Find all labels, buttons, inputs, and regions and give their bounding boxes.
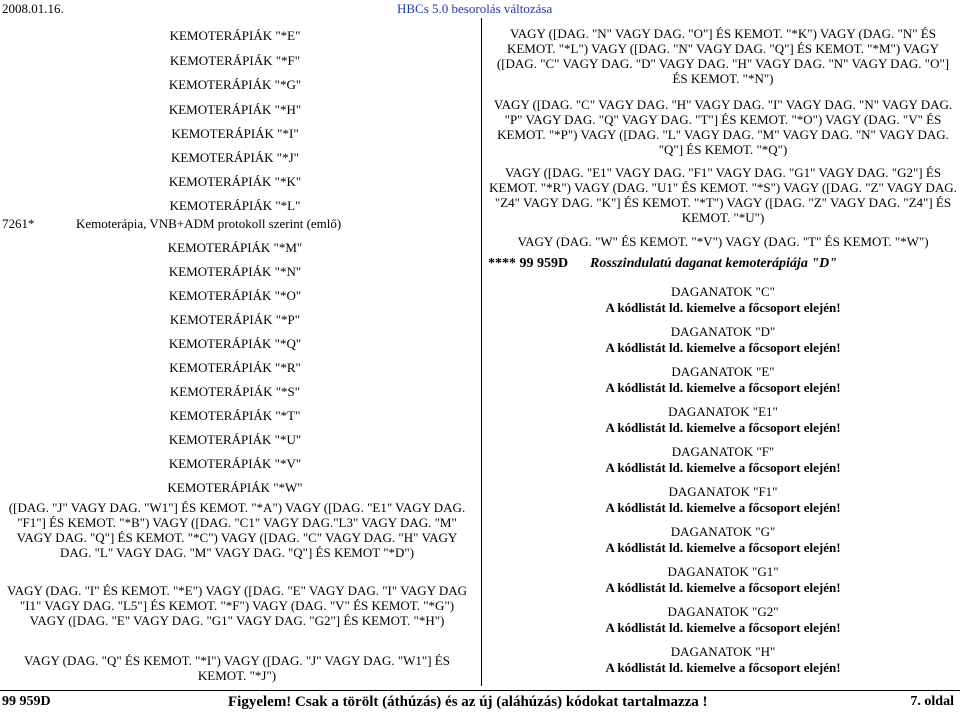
kemo-item-j: KEMOTERÁPIÁK "*J": [171, 150, 299, 165]
daganat-note: A kódlistát ld. kiemelve a főcsoport elején!: [605, 340, 841, 355]
daganat-block-g1: [488, 564, 958, 596]
footer-code: 99 959D: [2, 694, 51, 709]
kemo-item-e: KEMOTERÁPIÁK "*E": [169, 28, 301, 43]
kemo-item-h: KEMOTERÁPIÁK "*H": [168, 102, 302, 117]
right-condition-para-1: VAGY ([DAG. "N" VAGY DAG. "O"] ÉS KEMOT. "*K") VAGY (DAG. "N" ÉS KEMOT. "*L") VAGY ([DAG. "N" VAGY DAG. "Q"] ÉS KEMOT. "*M") VAGY ([DAG. "C" VAGY DAG. "D" VAGY DAG. "H" VAGY DAG. "N" VAGY DAG. "O"] ÉS KEMOT. "*N"): [496, 26, 950, 86]
kemo-item-v: KEMOTERÁPIÁK "*V": [168, 456, 302, 471]
left-condition-para-2: VAGY (DAG. "I" ÉS KEMOT. "*E") VAGY ([DAG. "E" VAGY DAG. "I" VAGY DAG "I1" VAGY DAG. "L5"] ÉS KEMOT. "*F") VAGY (DAG. "V" ÉS KEMOT. "*G") VAGY ([DAG. "E" VAGY DAG. "G1" VAGY DAG. "G2"] ÉS KEMOT. "*H"): [6, 583, 467, 628]
column-divider: [481, 18, 482, 686]
section-heading: [488, 256, 837, 272]
code-7261: 7261*: [2, 216, 35, 231]
code-row-7261: [2, 216, 341, 232]
section-title: Rosszindulatú daganat kemoterápiája "D": [590, 256, 837, 271]
kemo-item-p: KEMOTERÁPIÁK "*P": [169, 312, 301, 327]
daganat-name: DAGANATOK "H": [670, 644, 776, 659]
daganat-block-h: [488, 644, 958, 676]
kemo-item-t: KEMOTERÁPIÁK "*T": [169, 408, 301, 423]
right-condition-para-3: VAGY ([DAG. "E1" VAGY DAG. "F1" VAGY DAG. "G1" VAGY DAG. "G2"] ÉS KEMOT. "*R") VAGY (DAG. "U1" ÉS KEMOT. "*S") VAGY ([DAG. "Z" VAGY DAG. "Z4" VAGY DAG. "K"] ÉS KEMOT. "*T") VAGY ([DAG. "Z" VAGY DAG. "Z4"] ÉS KEMOT. "*U"): [489, 165, 957, 225]
daganat-note: A kódlistát ld. kiemelve a főcsoport elején!: [605, 540, 841, 555]
footer-warning: Figyelem! Csak a törölt (áthúzás) és az új (aláhúzás) kódokat tartalmazza !: [228, 694, 708, 710]
kemo-item-q: KEMOTERÁPIÁK "*Q": [168, 336, 302, 351]
header-title: HBCs 5.0 besorolás változása: [397, 1, 553, 16]
kemo-item-u: KEMOTERÁPIÁK "*U": [168, 432, 302, 447]
kemo-item-i: KEMOTERÁPIÁK "*I": [171, 126, 299, 141]
header-date: 2008.01.16.: [2, 1, 64, 16]
daganat-note: A kódlistát ld. kiemelve a főcsoport elején!: [605, 660, 841, 675]
daganat-block-d: [488, 324, 958, 356]
kemo-item-s: KEMOTERÁPIÁK "*S": [169, 384, 301, 399]
daganat-note: A kódlistát ld. kiemelve a főcsoport elején!: [605, 620, 841, 635]
kemo-item-m: KEMOTERÁPIÁK "*M": [167, 240, 303, 255]
kemo-item-k: KEMOTERÁPIÁK "*K": [168, 174, 302, 189]
right-condition-para-2: VAGY ([DAG. "C" VAGY DAG. "H" VAGY DAG. "I" VAGY DAG. "N" VAGY DAG. "P" VAGY DAG. "Q" VAGY DAG. "T"] ÉS KEMOT. "*O") VAGY (DAG. "V" ÉS KEMOT. "*P") VAGY ([DAG. "L" VAGY DAG. "M" VAGY DAG. "N" VAGY DAG. "Q"] ÉS KEMOT. "*Q"): [493, 97, 953, 157]
daganat-note: A kódlistát ld. kiemelve a főcsoport elején!: [605, 420, 841, 435]
code-7261-text: Kemoterápia, VNB+ADM protokoll szerint (emlő): [76, 216, 342, 231]
kemo-item-o: KEMOTERÁPIÁK "*O": [168, 288, 302, 303]
daganat-name: DAGANATOK "D": [670, 324, 776, 339]
left-condition-para-3: VAGY (DAG. "Q" ÉS KEMOT. "*I") VAGY ([DAG. "J" VAGY DAG. "W1"] ÉS KEMOT. "*J"): [24, 653, 450, 683]
daganat-block-e: [488, 364, 958, 396]
daganat-block-g2: [488, 604, 958, 636]
daganat-name: DAGANATOK "G": [670, 524, 776, 539]
right-condition-para-4: VAGY (DAG. "W" ÉS KEMOT. "*V") VAGY (DAG. "T" ÉS KEMOT. "*W"): [517, 234, 929, 249]
daganat-name: DAGANATOK "F": [671, 444, 775, 459]
daganat-note: A kódlistát ld. kiemelve a főcsoport elején!: [605, 300, 841, 315]
footer-divider: [0, 690, 960, 691]
kemo-item-f: KEMOTERÁPIÁK "*F": [169, 53, 301, 68]
daganat-name: DAGANATOK "G2": [667, 604, 779, 619]
daganat-note: A kódlistát ld. kiemelve a főcsoport elején!: [605, 460, 841, 475]
daganat-name: DAGANATOK "E": [671, 364, 775, 379]
daganat-block-e1: [488, 404, 958, 436]
kemo-item-w: KEMOTERÁPIÁK "*W": [167, 480, 303, 495]
daganat-name: DAGANATOK "E1": [668, 404, 778, 419]
kemo-item-g: KEMOTERÁPIÁK "*G": [168, 77, 302, 92]
daganat-block-f1: [488, 484, 958, 516]
kemo-item-n: KEMOTERÁPIÁK "*N": [168, 264, 302, 279]
daganat-block-c: [488, 284, 958, 316]
daganat-note: A kódlistát ld. kiemelve a főcsoport elején!: [605, 580, 841, 595]
daganat-name: DAGANATOK "C": [671, 284, 775, 299]
daganat-note: A kódlistát ld. kiemelve a főcsoport elején!: [605, 380, 841, 395]
daganat-block-g: [488, 524, 958, 556]
daganat-block-f: [488, 444, 958, 476]
daganat-note: A kódlistát ld. kiemelve a főcsoport elején!: [605, 500, 841, 515]
kemo-item-r: KEMOTERÁPIÁK "*R": [169, 360, 301, 375]
section-code: **** 99 959D: [488, 256, 569, 271]
daganat-name: DAGANATOK "G1": [667, 564, 779, 579]
kemo-item-l: KEMOTERÁPIÁK "*L": [169, 198, 301, 213]
left-condition-para-1: ([DAG. "J" VAGY DAG. "W1"] ÉS KEMOT. "*A") VAGY ([DAG. "E1" VAGY DAG. "F1"] ÉS KEMOT. "*B") VAGY ([DAG. "C1" VAGY DAG."L3" VAGY DAG. "M" VAGY DAG. "Q"] ÉS KEMOT. "*C") VAGY ([DAG. "C" VAGY DAG. "H" VAGY DAG. "L" VAGY DAG. "M" VAGY DAG. "Q"] ÉS KEMOT "*D"): [8, 500, 466, 560]
footer-page-number: 7. oldal: [910, 694, 954, 709]
daganat-name: DAGANATOK "F1": [668, 484, 778, 499]
